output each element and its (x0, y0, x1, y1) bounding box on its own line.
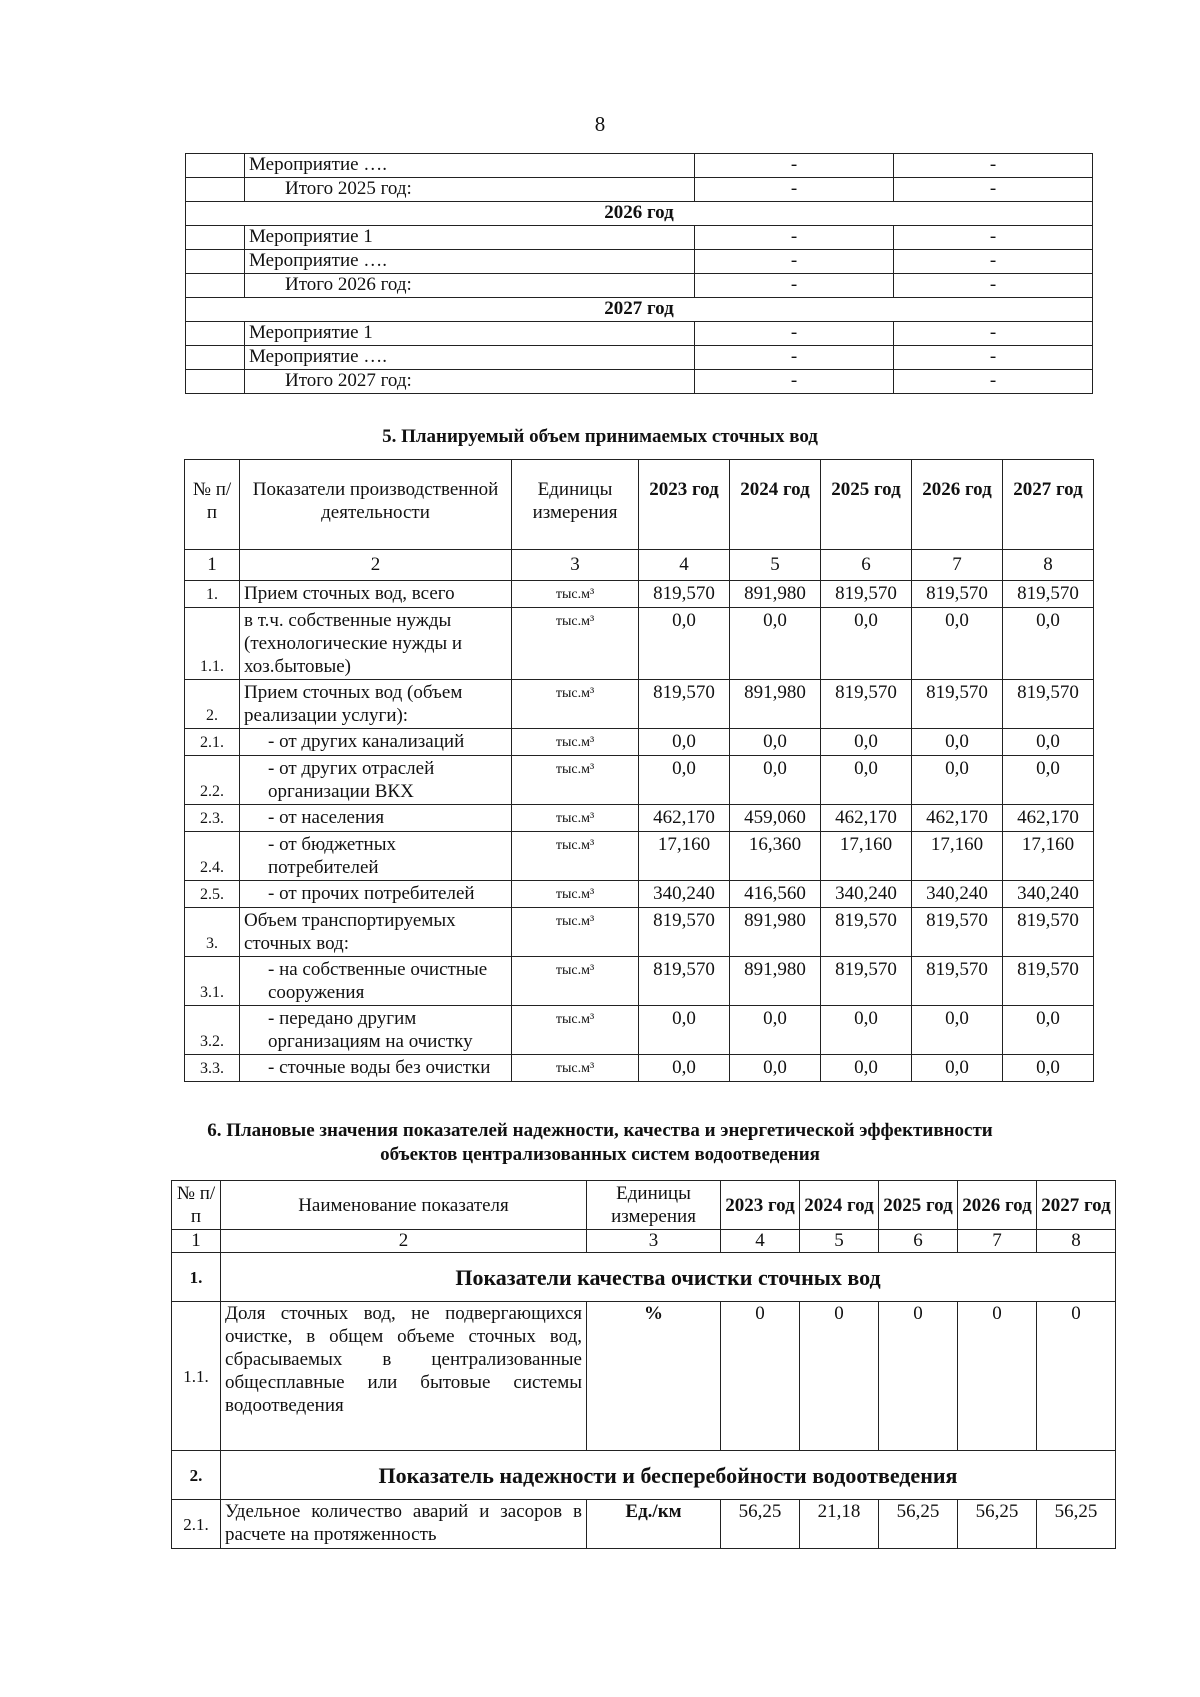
col-year-header: 2024 год (800, 1181, 879, 1230)
measures-continuation-table (185, 153, 1093, 394)
value-cell: 17,160 (1003, 832, 1094, 881)
row-number: 2. (185, 680, 240, 729)
table-row (185, 957, 1094, 1006)
value-cell: 0,0 (1003, 729, 1094, 756)
value-cell: - (695, 370, 894, 394)
value-cell: 891,980 (730, 908, 821, 957)
value-cell: 819,570 (912, 957, 1003, 1006)
column-number: 1 (172, 1230, 221, 1253)
wastewater-volume-table (184, 459, 1094, 1082)
value-cell: 0,0 (821, 608, 912, 680)
column-number-row (185, 550, 1094, 581)
value-cell: 0,0 (730, 756, 821, 805)
row-number: 2.3. (185, 805, 240, 832)
value-cell: 0,0 (912, 756, 1003, 805)
table-row (185, 832, 1094, 881)
col-unit-header: Единицы измерения (587, 1181, 721, 1230)
unit-cell: тыс.м³ (512, 881, 639, 908)
indicator-name: - от прочих потребителей (240, 881, 512, 908)
year-label: 2026 год (186, 202, 1093, 226)
column-number: 6 (821, 550, 912, 581)
value-cell: 0 (721, 1302, 800, 1451)
unit-cell: тыс.м³ (512, 680, 639, 729)
unit-cell: тыс.м³ (512, 581, 639, 608)
indicator-name: - сточные воды без очистки (240, 1055, 512, 1082)
col-year-header: 2026 год (912, 460, 1003, 550)
row-number: 2.2. (185, 756, 240, 805)
row-number (186, 274, 245, 298)
indicator-name: Объем транспортируемых сточных вод: (240, 908, 512, 957)
unit-cell: % (587, 1302, 721, 1451)
value-cell: 17,160 (639, 832, 730, 881)
table-row (185, 729, 1094, 756)
section-title: Показатель надежности и бесперебойности водоотведения (221, 1451, 1116, 1500)
row-number: 3.2. (185, 1006, 240, 1055)
row-number (186, 178, 245, 202)
value-cell: - (894, 250, 1093, 274)
col-year-header: 2025 год (879, 1181, 958, 1230)
value-cell: - (695, 250, 894, 274)
column-number-row (172, 1230, 1116, 1253)
col-year-header: 2024 год (730, 460, 821, 550)
unit-cell: тыс.м³ (512, 1006, 639, 1055)
row-number (186, 250, 245, 274)
table-row (186, 250, 1093, 274)
row-number: 1.1. (172, 1302, 221, 1451)
reliability-indicators-table (171, 1180, 1116, 1549)
unit-cell: тыс.м³ (512, 729, 639, 756)
value-cell: 0,0 (821, 1055, 912, 1082)
value-cell: 0 (958, 1302, 1037, 1451)
column-number: 1 (185, 550, 240, 581)
total-row (186, 370, 1093, 394)
measure-label: Мероприятие …. (245, 154, 695, 178)
value-cell: 891,980 (730, 581, 821, 608)
row-number: 3.3. (185, 1055, 240, 1082)
value-cell: 56,25 (1037, 1500, 1116, 1549)
table-row (185, 1055, 1094, 1082)
value-cell: 0,0 (912, 729, 1003, 756)
column-number: 2 (240, 550, 512, 581)
section-6-heading-line-1: 6. Плановые значения показателей надежности, качества и энергетической эффективности (207, 1120, 993, 1141)
value-cell: 0,0 (821, 756, 912, 805)
indicator-name: Доля сточных вод, не подвергающихся очистке, в общем объеме сточных вод, сбрасываемых в централизованные общесплавные или бытовые системы водоотведения (221, 1302, 587, 1451)
value-cell: 819,570 (912, 680, 1003, 729)
value-cell: 0,0 (730, 608, 821, 680)
column-number: 6 (879, 1230, 958, 1253)
value-cell: 340,240 (912, 881, 1003, 908)
col-unit-header: Единицы измерения (512, 460, 639, 550)
col-year-header: 2027 год (1003, 460, 1094, 550)
value-cell: 0,0 (1003, 608, 1094, 680)
col-year-header: 2025 год (821, 460, 912, 550)
table-row (172, 1500, 1116, 1549)
indicator-name: - от других канализаций (240, 729, 512, 756)
indicator-name: Прием сточных вод, всего (240, 581, 512, 608)
column-number: 7 (958, 1230, 1037, 1253)
col-year-header: 2026 год (958, 1181, 1037, 1230)
value-cell: 416,560 (730, 881, 821, 908)
value-cell: 0,0 (912, 608, 1003, 680)
value-cell: 340,240 (639, 881, 730, 908)
value-cell: 56,25 (721, 1500, 800, 1549)
table-header-row (185, 460, 1094, 550)
value-cell: 17,160 (912, 832, 1003, 881)
value-cell: 0,0 (1003, 756, 1094, 805)
table-row (186, 226, 1093, 250)
value-cell: 819,570 (912, 581, 1003, 608)
value-cell: 0 (800, 1302, 879, 1451)
value-cell: 0,0 (639, 756, 730, 805)
column-number: 4 (639, 550, 730, 581)
col-num-header: № п/п (172, 1181, 221, 1230)
row-number (186, 226, 245, 250)
unit-cell: тыс.м³ (512, 805, 639, 832)
value-cell: 462,170 (639, 805, 730, 832)
value-cell: 891,980 (730, 957, 821, 1006)
column-number: 5 (800, 1230, 879, 1253)
section-6-heading-line-2: объектов централизованных систем водоотведения (380, 1144, 820, 1165)
value-cell: - (894, 322, 1093, 346)
section-row-reliability (172, 1451, 1116, 1500)
value-cell: 819,570 (639, 908, 730, 957)
unit-cell: тыс.м³ (512, 832, 639, 881)
total-label: Итого 2026 год: (245, 274, 695, 298)
value-cell: - (894, 274, 1093, 298)
indicator-name: - от других отраслей организации ВКХ (240, 756, 512, 805)
value-cell: - (894, 154, 1093, 178)
table-row (185, 881, 1094, 908)
value-cell: 0 (1037, 1302, 1116, 1451)
unit-cell: Ед./км (587, 1500, 721, 1549)
column-number: 4 (721, 1230, 800, 1253)
value-cell: - (894, 178, 1093, 202)
value-cell: - (894, 346, 1093, 370)
table-row (186, 322, 1093, 346)
value-cell: 819,570 (821, 957, 912, 1006)
value-cell: 0,0 (730, 1055, 821, 1082)
measure-label: Мероприятие 1 (245, 322, 695, 346)
value-cell: 0,0 (639, 1006, 730, 1055)
col-year-header: 2023 год (721, 1181, 800, 1230)
value-cell: 819,570 (1003, 680, 1094, 729)
value-cell: 462,170 (912, 805, 1003, 832)
column-number: 2 (221, 1230, 587, 1253)
row-number: 3.1. (185, 957, 240, 1006)
unit-cell: тыс.м³ (512, 957, 639, 1006)
year-label: 2027 год (186, 298, 1093, 322)
value-cell: 17,160 (821, 832, 912, 881)
value-cell: 819,570 (639, 581, 730, 608)
value-cell: 340,240 (821, 881, 912, 908)
value-cell: 0,0 (639, 608, 730, 680)
table-row (185, 908, 1094, 957)
row-number (186, 370, 245, 394)
value-cell: - (695, 154, 894, 178)
value-cell: - (695, 274, 894, 298)
year-row (186, 298, 1093, 322)
value-cell: 0,0 (639, 1055, 730, 1082)
table-row (185, 1006, 1094, 1055)
value-cell: 891,980 (730, 680, 821, 729)
section-5-heading: 5. Планируемый объем принимаемых сточных вод (382, 426, 818, 447)
value-cell: 0,0 (1003, 1055, 1094, 1082)
value-cell: - (894, 226, 1093, 250)
value-cell: 459,060 (730, 805, 821, 832)
section-row-quality (172, 1253, 1116, 1302)
column-number: 7 (912, 550, 1003, 581)
value-cell: 56,25 (879, 1500, 958, 1549)
col-num-header: № п/п (185, 460, 240, 550)
value-cell: 819,570 (821, 908, 912, 957)
indicator-name: - от населения (240, 805, 512, 832)
row-number (186, 154, 245, 178)
value-cell: 819,570 (1003, 908, 1094, 957)
column-number: 5 (730, 550, 821, 581)
value-cell: - (695, 178, 894, 202)
value-cell: 0,0 (912, 1006, 1003, 1055)
value-cell: 0,0 (639, 729, 730, 756)
indicator-name: Удельное количество аварий и засоров в расчете на протяженность (221, 1500, 587, 1549)
indicator-name: Прием сточных вод (объем реализации услуги): (240, 680, 512, 729)
total-label: Итого 2027 год: (245, 370, 695, 394)
row-number: 2.5. (185, 881, 240, 908)
value-cell: 0 (879, 1302, 958, 1451)
row-number: 1. (185, 581, 240, 608)
value-cell: - (695, 226, 894, 250)
value-cell: 462,170 (821, 805, 912, 832)
value-cell: - (695, 322, 894, 346)
indicator-name: - на собственные очистные сооружения (240, 957, 512, 1006)
value-cell: 819,570 (639, 957, 730, 1006)
value-cell: 0,0 (730, 1006, 821, 1055)
measure-label: Мероприятие 1 (245, 226, 695, 250)
value-cell: 56,25 (958, 1500, 1037, 1549)
table-row (186, 346, 1093, 370)
row-number (186, 346, 245, 370)
row-number: 3. (185, 908, 240, 957)
column-number: 3 (512, 550, 639, 581)
value-cell: 0,0 (821, 729, 912, 756)
value-cell: 0,0 (912, 1055, 1003, 1082)
row-number: 2.1. (172, 1500, 221, 1549)
table-row (186, 154, 1093, 178)
col-year-header: 2023 год (639, 460, 730, 550)
unit-cell: тыс.м³ (512, 1055, 639, 1082)
value-cell: 0,0 (1003, 1006, 1094, 1055)
col-indicator-header: Показатели производственной деятельности (240, 460, 512, 550)
indicator-name: в т.ч. собственные нужды (технологические нужды и хоз.бытовые) (240, 608, 512, 680)
value-cell: - (695, 346, 894, 370)
table-row (185, 756, 1094, 805)
table-row (172, 1302, 1116, 1451)
value-cell: 819,570 (821, 581, 912, 608)
value-cell: 819,570 (639, 680, 730, 729)
section-6-heading (0, 1119, 1200, 1167)
section-number: 2. (172, 1451, 221, 1500)
measure-label: Мероприятие …. (245, 250, 695, 274)
value-cell: 21,18 (800, 1500, 879, 1549)
row-number: 2.1. (185, 729, 240, 756)
table-header-row (172, 1181, 1116, 1230)
value-cell: 819,570 (1003, 957, 1094, 1006)
value-cell: 819,570 (821, 680, 912, 729)
column-number: 8 (1003, 550, 1094, 581)
measure-label: Мероприятие …. (245, 346, 695, 370)
col-indicator-header: Наименование показателя (221, 1181, 587, 1230)
table-row (185, 608, 1094, 680)
unit-cell: тыс.м³ (512, 908, 639, 957)
total-row (186, 274, 1093, 298)
table-row (185, 680, 1094, 729)
row-number (186, 322, 245, 346)
unit-cell: тыс.м³ (512, 608, 639, 680)
row-number: 1.1. (185, 608, 240, 680)
section-title: Показатели качества очистки сточных вод (221, 1253, 1116, 1302)
column-number: 8 (1037, 1230, 1116, 1253)
col-year-header: 2027 год (1037, 1181, 1116, 1230)
page-number: 8 (594, 112, 606, 136)
value-cell: 16,360 (730, 832, 821, 881)
year-row (186, 202, 1093, 226)
value-cell: 819,570 (912, 908, 1003, 957)
table-row (185, 805, 1094, 832)
indicator-name: - от бюджетных потребителей (240, 832, 512, 881)
row-number: 2.4. (185, 832, 240, 881)
table-row (185, 581, 1094, 608)
value-cell: 819,570 (1003, 581, 1094, 608)
total-row (186, 178, 1093, 202)
value-cell: 0,0 (821, 1006, 912, 1055)
unit-cell: тыс.м³ (512, 756, 639, 805)
indicator-name: - передано другим организациям на очистку (240, 1006, 512, 1055)
section-number: 1. (172, 1253, 221, 1302)
value-cell: 462,170 (1003, 805, 1094, 832)
total-label: Итого 2025 год: (245, 178, 695, 202)
value-cell: 0,0 (730, 729, 821, 756)
column-number: 3 (587, 1230, 721, 1253)
value-cell: - (894, 370, 1093, 394)
value-cell: 340,240 (1003, 881, 1094, 908)
